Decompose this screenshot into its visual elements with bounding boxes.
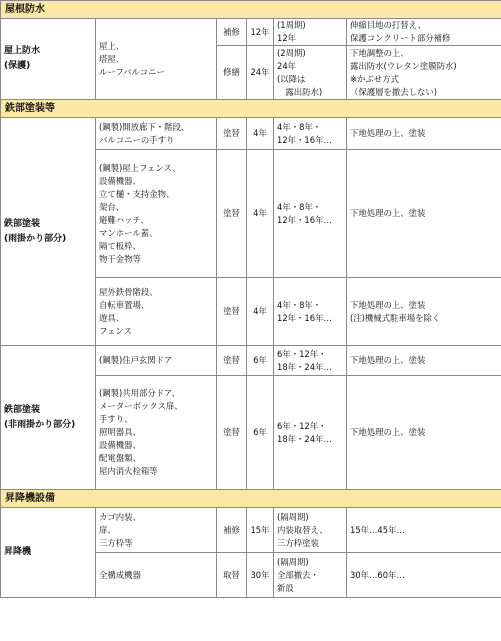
parts-line: 全構成機器 [99, 569, 141, 580]
category-line: 鉄部塗装 [4, 404, 41, 415]
timing-line: 内装取替え、 [277, 524, 328, 535]
content-cell [347, 508, 501, 553]
parts-line: フェンス [99, 325, 132, 336]
timing-cell [274, 553, 347, 598]
parts-line: (鋼製)住戸玄関ドア [99, 355, 173, 365]
content-line: ※かぶせ方式 [350, 73, 399, 84]
cycle-cell: 4年 [247, 150, 274, 278]
work-cell: 塗替 [217, 346, 247, 376]
category-cell [1, 118, 96, 346]
content-line: 伸縮目地の打替え、 [350, 20, 426, 30]
section-title: 屋根防水 [1, 1, 501, 19]
timing-line: (1周期) [277, 20, 306, 30]
parts-line: (鋼製)開放廊下・階段、 [99, 121, 190, 132]
content-cell [347, 553, 501, 598]
section-title: 鉄部塗装等 [1, 100, 501, 118]
content-cell [347, 19, 501, 46]
work-cell: 塗替 [217, 150, 247, 278]
timing-line: 三方枠塗装 [277, 537, 319, 548]
parts-cell [96, 346, 217, 376]
parts-line: 自転車置場、 [99, 299, 150, 310]
parts-line: 三方枠等 [99, 537, 133, 548]
parts-line: バルコニーの手すり [99, 134, 175, 145]
section-title: 昇降機設備 [1, 490, 501, 508]
timing-line: (隔周期) [277, 511, 309, 522]
content-line: 保護コンクリート部分補修 [350, 33, 451, 43]
timing-line: 12年 [277, 33, 297, 43]
parts-line: 避難ハッチ、 [99, 214, 149, 225]
cycle-cell: 6年 [247, 376, 274, 490]
parts-line: 塔屋、 [99, 53, 125, 64]
timing-cell [274, 278, 347, 346]
category-cell [1, 346, 96, 490]
parts-line: 立て樋・支持金物、 [99, 188, 175, 199]
timing-line: (2周期) [277, 47, 306, 58]
timing-cell [274, 346, 347, 376]
work-cell: 塗替 [217, 376, 247, 490]
timing-cell [274, 118, 347, 150]
work-cell: 補修 [217, 19, 247, 46]
content-line: 露出防水(ウレタン塗膜防水) [350, 60, 457, 71]
timing-line: 4年・8年・ [277, 201, 322, 212]
timing-cell [274, 19, 347, 46]
parts-line: 架台、 [99, 201, 125, 212]
content-cell [347, 150, 501, 278]
content-line: 下地調整の上、 [350, 47, 409, 58]
section-header-roof-waterproofing [1, 1, 501, 19]
table-row [1, 508, 501, 553]
parts-cell [96, 553, 217, 598]
parts-line: マンホール蓋、 [99, 227, 158, 238]
category-line: (非雨掛かり部分) [4, 419, 76, 430]
category-line: 鉄部塗装 [4, 218, 41, 229]
parts-line: 屋外鉄骨階段、 [99, 286, 158, 297]
content-line: 下地処理の上、塗装 [350, 427, 426, 437]
cycle-cell: 4年 [247, 118, 274, 150]
cycle-cell: 15年 [247, 508, 274, 553]
timing-line: (以降は [277, 73, 306, 84]
parts-line: 隔て板枠、 [99, 240, 141, 251]
content-line: 下地処理の上、塗装 [350, 208, 426, 218]
content-cell [347, 376, 501, 490]
timing-line: 6年・12年・ [277, 420, 327, 431]
timing-cell [274, 376, 347, 490]
category-line: (保護) [4, 61, 31, 71]
parts-cell [96, 376, 217, 490]
cycle-cell: 24年 [247, 46, 274, 100]
section-header-elevator [1, 490, 501, 508]
parts-line: カゴ内装、 [99, 511, 141, 522]
timing-line: 12年・16年… [277, 134, 332, 145]
timing-line: 18年・24年… [277, 433, 332, 444]
table-row [1, 118, 501, 150]
content-line: 下地処理の上、塗装 [350, 299, 426, 310]
timing-line: 12年・16年… [277, 214, 332, 225]
cycle-cell: 30年 [247, 553, 274, 598]
timing-line: 12年・16年… [277, 312, 332, 323]
content-line: 30年…60年… [350, 569, 405, 580]
content-line: 下地処理の上、塗装 [350, 128, 426, 138]
timing-line: 全部撤去・ [277, 569, 319, 580]
parts-cell [96, 278, 217, 346]
parts-line: 手すり、 [99, 414, 133, 424]
parts-line: 屋上、 [99, 40, 125, 51]
category-cell [1, 19, 96, 100]
work-cell: 修繕 [217, 46, 247, 100]
parts-line: 遊具、 [99, 312, 125, 323]
parts-line: ルーフバルコニー [99, 66, 165, 77]
content-line: (注)機械式駐車場を除く [350, 312, 441, 323]
category-line: 屋上防水 [4, 46, 41, 56]
content-line: 下地処理の上、塗装 [350, 355, 426, 365]
timing-line: 露出防水) [277, 86, 323, 97]
work-cell: 補修 [217, 508, 247, 553]
timing-line: 4年・8年・ [277, 121, 322, 132]
content-cell [347, 118, 501, 150]
cycle-cell: 6年 [247, 346, 274, 376]
parts-line: 設備機器、 [99, 175, 141, 186]
category-line: 昇降機 [4, 547, 32, 557]
content-cell [347, 46, 501, 100]
timing-line: 6年・12年・ [277, 348, 327, 359]
timing-line: 24年 [277, 60, 297, 71]
timing-cell [274, 508, 347, 553]
content-cell [347, 346, 501, 376]
timing-line: 4年・8年・ [277, 299, 322, 310]
work-cell: 塗替 [217, 118, 247, 150]
work-cell: 塗替 [217, 278, 247, 346]
parts-line: 配電盤類、 [99, 453, 141, 463]
timing-cell [274, 46, 347, 100]
parts-line: 設備機器、 [99, 440, 141, 450]
category-cell [1, 508, 96, 598]
timing-line: 新設 [277, 582, 294, 593]
parts-line: 屋内消火栓箱等 [99, 466, 158, 476]
parts-line: (鋼製)屋上フェンス、 [99, 162, 181, 173]
work-cell: 取替 [217, 553, 247, 598]
parts-line: (鋼製)共用部分ドア、 [99, 388, 180, 398]
content-line: 15年…45年… [350, 524, 405, 535]
parts-cell [96, 508, 217, 553]
parts-line: メーターボックス扉、 [99, 401, 183, 411]
parts-line: 物干金物等 [99, 253, 141, 264]
timing-cell [274, 150, 347, 278]
cycle-cell: 4年 [247, 278, 274, 346]
parts-cell [96, 150, 217, 278]
cycle-cell: 12年 [247, 19, 274, 46]
timing-line: 18年・24年… [277, 361, 332, 372]
section-header-steel-painting [1, 100, 501, 118]
content-cell [347, 278, 501, 346]
category-line: (雨掛かり部分) [4, 233, 67, 244]
table-row [1, 346, 501, 376]
parts-line: 照明器具、 [99, 427, 141, 437]
parts-cell [96, 19, 217, 100]
parts-cell [96, 118, 217, 150]
table-row [1, 19, 501, 46]
content-line: （保護層を撤去しない) [350, 86, 438, 97]
timing-line: (隔周期) [277, 556, 309, 567]
parts-line: 扉、 [99, 524, 116, 535]
